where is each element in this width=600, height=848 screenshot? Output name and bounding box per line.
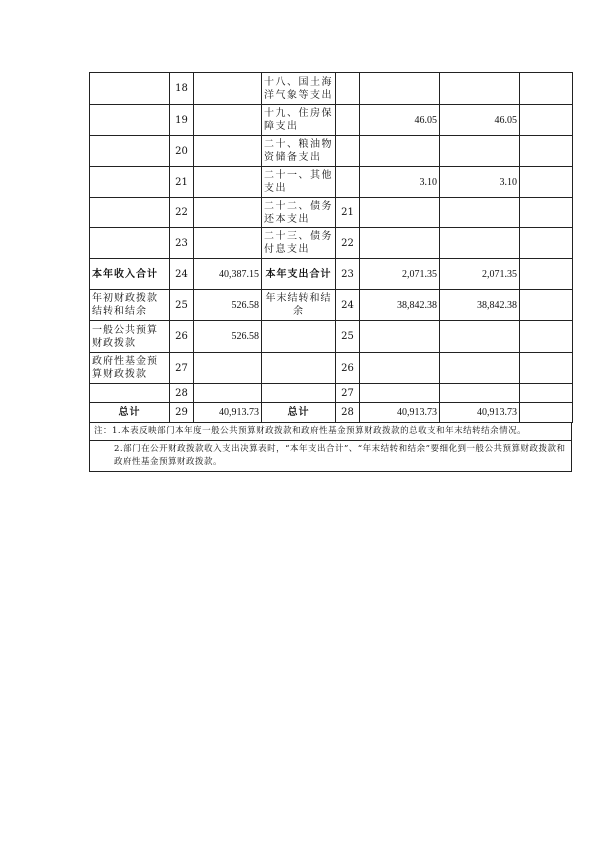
cell-label — [90, 198, 170, 228]
cell-income — [194, 105, 262, 136]
summary-row-fund-budget — [90, 353, 573, 384]
cell-label: 年初财政拨款结转和结余 — [90, 290, 170, 321]
cell-value-3 — [520, 73, 573, 105]
cell-value-3 — [520, 321, 573, 353]
summary-row-blank — [90, 384, 573, 403]
table-row — [90, 105, 573, 136]
cell-value-1: 38,842.38 — [360, 290, 440, 321]
document-page — [89, 72, 572, 472]
cell-expense-item: 二十一、其他支出 — [262, 167, 336, 198]
cell-line-no-2: 21 — [336, 198, 360, 228]
cell-income: 526.58 — [194, 321, 262, 353]
cell-value-3 — [520, 198, 573, 228]
cell-value-1 — [360, 198, 440, 228]
cell-expense-item: 二十三、债务付息支出 — [262, 228, 336, 259]
cell-label — [90, 73, 170, 105]
cell-income — [194, 73, 262, 105]
cell-line-no: 26 — [170, 321, 194, 353]
cell-value-2 — [440, 384, 520, 403]
cell-line-no: 29 — [170, 403, 194, 423]
cell-income — [194, 228, 262, 259]
cell-income — [194, 353, 262, 384]
cell-expense-item: 二十、粮油物资储备支出 — [262, 136, 336, 167]
cell-line-no-2 — [336, 136, 360, 167]
cell-expense-item — [262, 384, 336, 403]
cell-expense-item: 十八、国土海洋气象等支出 — [262, 73, 336, 105]
cell-line-no: 28 — [170, 384, 194, 403]
cell-value-2 — [440, 321, 520, 353]
table-row — [90, 73, 573, 105]
cell-expense-item — [262, 321, 336, 353]
cell-value-1 — [360, 353, 440, 384]
cell-value-1 — [360, 384, 440, 403]
summary-row-general-budget — [90, 321, 573, 353]
cell-value-3 — [520, 353, 573, 384]
cell-line-no: 25 — [170, 290, 194, 321]
cell-value-3 — [520, 403, 573, 423]
cell-line-no-2: 23 — [336, 259, 360, 290]
cell-value-1: 3.10 — [360, 167, 440, 198]
cell-value-1 — [360, 228, 440, 259]
cell-line-no: 24 — [170, 259, 194, 290]
cell-value-2 — [440, 353, 520, 384]
cell-label: 政府性基金预算财政拨款 — [90, 353, 170, 384]
cell-value-1 — [360, 321, 440, 353]
cell-value-2: 40,913.73 — [440, 403, 520, 423]
cell-value-1: 2,071.35 — [360, 259, 440, 290]
cell-line-no-2: 24 — [336, 290, 360, 321]
cell-line-no-2 — [336, 73, 360, 105]
cell-income — [194, 384, 262, 403]
cell-income: 40,387.15 — [194, 259, 262, 290]
table-row — [90, 136, 573, 167]
cell-label: 一般公共预算财政拨款 — [90, 321, 170, 353]
cell-line-no-2: 28 — [336, 403, 360, 423]
cell-line-no: 27 — [170, 353, 194, 384]
cell-label: 总计 — [90, 403, 170, 423]
summary-row-income-total — [90, 259, 573, 290]
cell-line-no: 23 — [170, 228, 194, 259]
cell-line-no: 20 — [170, 136, 194, 167]
cell-expense-item: 本年支出合计 — [262, 259, 336, 290]
cell-line-no-2: 26 — [336, 353, 360, 384]
cell-value-1: 46.05 — [360, 105, 440, 136]
cell-value-3 — [520, 259, 573, 290]
cell-expense-item — [262, 353, 336, 384]
cell-label: 本年收入合计 — [90, 259, 170, 290]
cell-value-3 — [520, 136, 573, 167]
cell-income: 526.58 — [194, 290, 262, 321]
cell-line-no-2: 22 — [336, 228, 360, 259]
cell-value-1 — [360, 73, 440, 105]
cell-expense-item: 总计 — [262, 403, 336, 423]
cell-value-2 — [440, 228, 520, 259]
cell-label — [90, 136, 170, 167]
cell-line-no-2: 27 — [336, 384, 360, 403]
cell-line-no-2: 25 — [336, 321, 360, 353]
table-note-2: 2.部门在公开财政拨款收入支出决算表时，“本年支出合计”、“年末结转和结余”要细化到一般公共预算财政拨款和政府性基金预算财政拨款。 — [89, 441, 572, 472]
cell-income — [194, 136, 262, 167]
table-row — [90, 228, 573, 259]
cell-value-1 — [360, 136, 440, 167]
table-note-1: 注：1.本表反映部门本年度一般公共预算财政拨款和政府性基金预算财政拨款的总收支和年末结转结余情况。 — [89, 423, 572, 441]
cell-value-2: 38,842.38 — [440, 290, 520, 321]
cell-value-3 — [520, 105, 573, 136]
cell-line-no-2 — [336, 105, 360, 136]
cell-value-2 — [440, 73, 520, 105]
table-row — [90, 198, 573, 228]
cell-label — [90, 167, 170, 198]
cell-value-1: 40,913.73 — [360, 403, 440, 423]
cell-label — [90, 228, 170, 259]
cell-income — [194, 167, 262, 198]
cell-expense-item: 十九、住房保障支出 — [262, 105, 336, 136]
cell-label — [90, 105, 170, 136]
cell-value-2: 3.10 — [440, 167, 520, 198]
cell-value-3 — [520, 290, 573, 321]
cell-line-no: 19 — [170, 105, 194, 136]
cell-value-3 — [520, 384, 573, 403]
cell-line-no: 21 — [170, 167, 194, 198]
cell-value-2: 46.05 — [440, 105, 520, 136]
cell-income: 40,913.73 — [194, 403, 262, 423]
cell-line-no: 22 — [170, 198, 194, 228]
table-row — [90, 167, 573, 198]
cell-label — [90, 384, 170, 403]
cell-expense-item: 年末结转和结余 — [262, 290, 336, 321]
cell-value-3 — [520, 167, 573, 198]
cell-expense-item: 二十二、债务还本支出 — [262, 198, 336, 228]
cell-value-2 — [440, 198, 520, 228]
cell-line-no-2 — [336, 167, 360, 198]
fiscal-appropriation-table — [89, 72, 573, 423]
cell-value-2 — [440, 136, 520, 167]
summary-row-carryover — [90, 290, 573, 321]
cell-line-no: 18 — [170, 73, 194, 105]
cell-income — [194, 198, 262, 228]
cell-value-2: 2,071.35 — [440, 259, 520, 290]
cell-value-3 — [520, 228, 573, 259]
summary-row-grand-total — [90, 403, 573, 423]
